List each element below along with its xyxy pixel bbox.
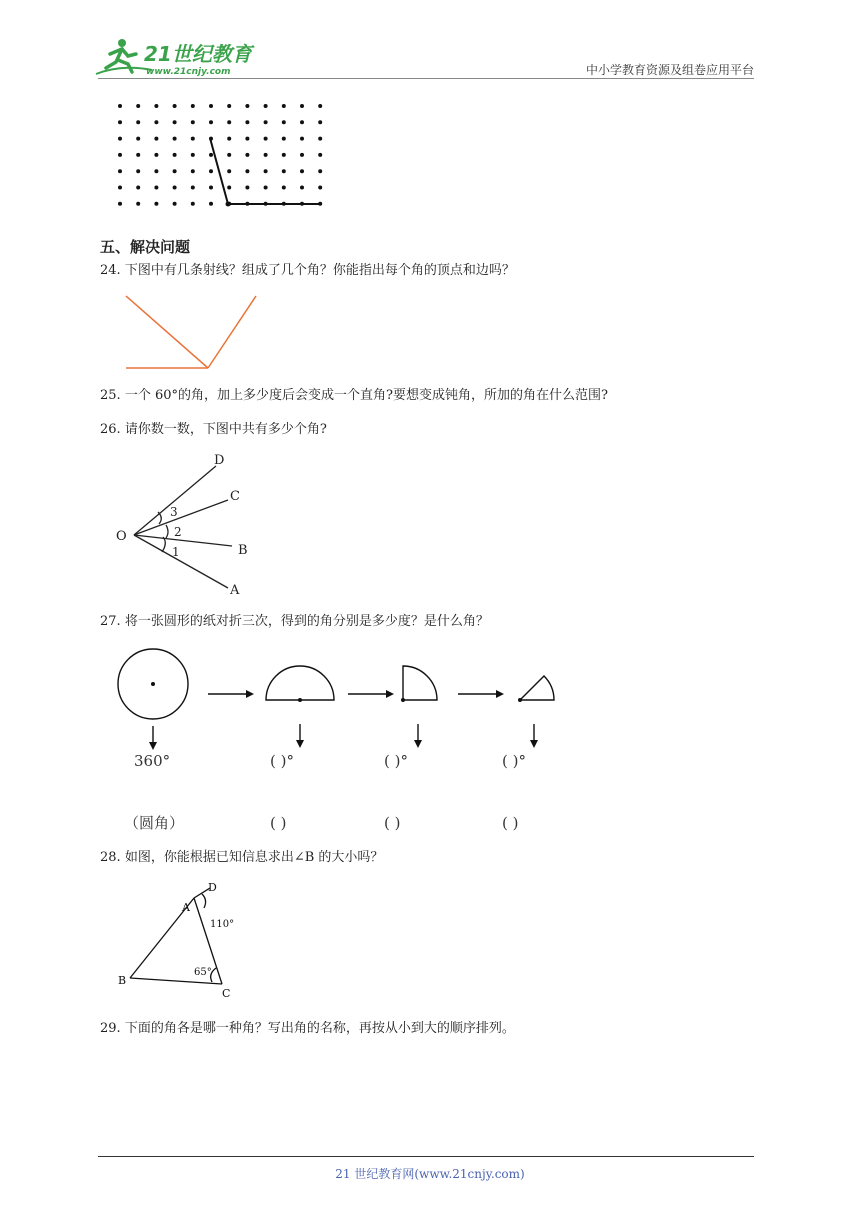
half-center-dot (298, 698, 302, 702)
logo-title: 21世纪教育 (144, 42, 252, 66)
footer-divider (98, 1156, 754, 1157)
label-b: B (238, 543, 248, 558)
eighth-circle (520, 676, 554, 700)
site-logo (92, 34, 262, 82)
grid-dot (136, 153, 140, 157)
grid-dot (173, 137, 177, 141)
question-text: 一个 60°的角，加上多少度后会变成一个直角?要想变成钝角，所加的角在什么范围? (124, 388, 608, 403)
logo-url: www.21cnjy.com (146, 67, 231, 77)
question-27 (100, 613, 489, 631)
grid-dot (282, 137, 286, 141)
grid-dot (191, 120, 195, 124)
grid-dot (136, 169, 140, 173)
section-title: 五、解决问题 (100, 238, 191, 256)
grid-dot (154, 137, 158, 141)
grid-dot (191, 186, 195, 190)
circle-center-dot (151, 682, 155, 686)
angle-vertex-dot (226, 202, 231, 207)
question-text: 请你数一数，下图中共有多少个角? (124, 422, 327, 437)
grid-dot (264, 153, 268, 157)
down-arrow-1-head-icon (149, 742, 157, 750)
grid-dot (118, 202, 122, 206)
grid-dot (173, 120, 177, 124)
blank-degree-1: ( )° (270, 752, 294, 770)
grid-dot (136, 137, 140, 141)
grid-dot (173, 153, 177, 157)
grid-dot (300, 186, 304, 190)
footer-link[interactable]: 21 世纪教育网(www.21cnjy.com) (335, 1167, 525, 1181)
figure-24-rays (118, 290, 268, 380)
label-c: C (230, 489, 240, 504)
grid-dot (300, 104, 304, 108)
arc-angle-1 (162, 537, 165, 552)
blank-name-1: ( ) (270, 814, 287, 832)
label-o: O (116, 529, 127, 544)
label-d: D (214, 453, 225, 468)
grid-dot (118, 186, 122, 190)
grid-dot (118, 104, 122, 108)
question-number: 25. (100, 388, 121, 403)
grid-dot (300, 169, 304, 173)
grid-dot (245, 120, 249, 124)
grid-dot (118, 137, 122, 141)
arrow-2-head-icon (386, 690, 394, 698)
grid-dot (227, 169, 231, 173)
angle-label-2: 2 (174, 525, 182, 539)
down-arrow-4-head-icon (530, 740, 538, 748)
grid-dot (264, 137, 268, 141)
grid-dot (245, 153, 249, 157)
grid-dot (136, 120, 140, 124)
grid-dot (173, 104, 177, 108)
grid-dot (282, 186, 286, 190)
arrow-3-head-icon (496, 690, 504, 698)
dot-grid (118, 104, 322, 206)
grid-dot (300, 120, 304, 124)
grid-dot (118, 153, 122, 157)
grid-dot (136, 186, 140, 190)
label-a: A (230, 583, 240, 598)
grid-dot (191, 137, 195, 141)
grid-dot (173, 169, 177, 173)
grid-dot (282, 153, 286, 157)
grid-dot (191, 202, 195, 206)
grid-dot (245, 169, 249, 173)
label-point-b: B (118, 974, 127, 987)
grid-dot (282, 104, 286, 108)
question-number: 27. (100, 614, 121, 629)
grid-dot (136, 104, 140, 108)
angle-label-3: 3 (170, 505, 178, 519)
grid-dot (209, 104, 213, 108)
figure-28-triangle (112, 878, 252, 1004)
ray-right (208, 296, 256, 368)
grid-dot (173, 202, 177, 206)
half-circle (266, 666, 334, 700)
question-text: 下图中有几条射线？组成了几个角？你能指出每个角的顶点和边吗？ (124, 263, 515, 278)
grid-dot (300, 137, 304, 141)
grid-dot (245, 104, 249, 108)
side-bc (130, 978, 222, 984)
quarter-center-dot (401, 698, 405, 702)
grid-dot (136, 202, 140, 206)
header-platform-text: 中小学教育资源及组卷应用平台 (585, 63, 754, 77)
name-full-angle: （圆角） (124, 814, 185, 832)
label-point-a: A (182, 901, 190, 914)
question-number: 26. (100, 422, 121, 437)
grid-dot (264, 120, 268, 124)
question-26 (100, 421, 327, 439)
grid-dot (191, 153, 195, 157)
arc-angle-2 (166, 525, 168, 538)
grid-dot (227, 104, 231, 108)
grid-dot (227, 137, 231, 141)
blank-degree-3: ( )° (502, 752, 526, 770)
blank-degree-2: ( )° (384, 752, 408, 770)
grid-dot (154, 186, 158, 190)
ray-oa (134, 535, 228, 588)
grid-dot (318, 153, 322, 157)
question-number: 29. (100, 1021, 121, 1036)
grid-dot (245, 186, 249, 190)
grid-dot (173, 186, 177, 190)
grid-dot (227, 120, 231, 124)
grid-dot (209, 120, 213, 124)
down-arrow-2-head-icon (296, 740, 304, 748)
grid-dot (209, 169, 213, 173)
grid-dot (318, 120, 322, 124)
grid-dot (227, 153, 231, 157)
angle-label-1: 1 (172, 545, 180, 559)
value-full-angle: 360° (134, 752, 171, 770)
grid-dot (209, 153, 213, 157)
grid-dot (318, 169, 322, 173)
grid-dot (191, 104, 195, 108)
dot-grid-figure (110, 96, 330, 226)
question-number: 28. (100, 850, 121, 865)
grid-dot (227, 186, 231, 190)
grid-dot (154, 169, 158, 173)
grid-dot (264, 169, 268, 173)
down-arrow-3-head-icon (414, 740, 422, 748)
grid-dot (264, 104, 268, 108)
grid-dot (264, 186, 268, 190)
grid-dot (245, 137, 249, 141)
label-point-c: C (222, 987, 231, 1000)
angle-110-label: 110° (210, 919, 235, 930)
blank-name-2: ( ) (384, 814, 401, 832)
grid-dot (118, 169, 122, 173)
grid-dot (209, 202, 213, 206)
header-divider (98, 78, 754, 79)
grid-dot (191, 169, 195, 173)
label-point-d: D (208, 881, 217, 894)
grid-dot (154, 104, 158, 108)
grid-dot (318, 137, 322, 141)
question-24 (100, 262, 515, 280)
ray-ob (134, 535, 232, 546)
figure-27-folding (110, 640, 580, 840)
angle-65-label: 65° (194, 967, 212, 978)
grid-dot (282, 120, 286, 124)
grid-dot (282, 169, 286, 173)
question-number: 24. (100, 263, 121, 278)
grid-dot (118, 120, 122, 124)
grid-dot (154, 153, 158, 157)
arrow-1-head-icon (246, 690, 254, 698)
eighth-center-dot (518, 698, 522, 702)
figure-26-angles (110, 448, 270, 604)
grid-dot (318, 104, 322, 108)
blank-name-3: ( ) (502, 814, 519, 832)
ray-left (126, 296, 208, 368)
grid-dot (209, 186, 213, 190)
question-25 (100, 387, 608, 405)
grid-dot (154, 202, 158, 206)
question-text: 如图，你能根据已知信息求出∠B 的大小吗？ (124, 850, 384, 865)
grid-dot (300, 153, 304, 157)
grid-dot (154, 120, 158, 124)
quarter-circle (403, 666, 437, 700)
question-29 (100, 1020, 515, 1038)
question-28 (100, 849, 383, 867)
question-text: 将一张圆形的纸对折三次，得到的角分别是多少度？是什么角？ (124, 614, 489, 629)
arc-110 (202, 894, 206, 908)
question-text: 下面的角各是哪一种角？写出角的名称，再按从小到大的顺序排列。 (124, 1021, 515, 1036)
grid-dot (318, 186, 322, 190)
